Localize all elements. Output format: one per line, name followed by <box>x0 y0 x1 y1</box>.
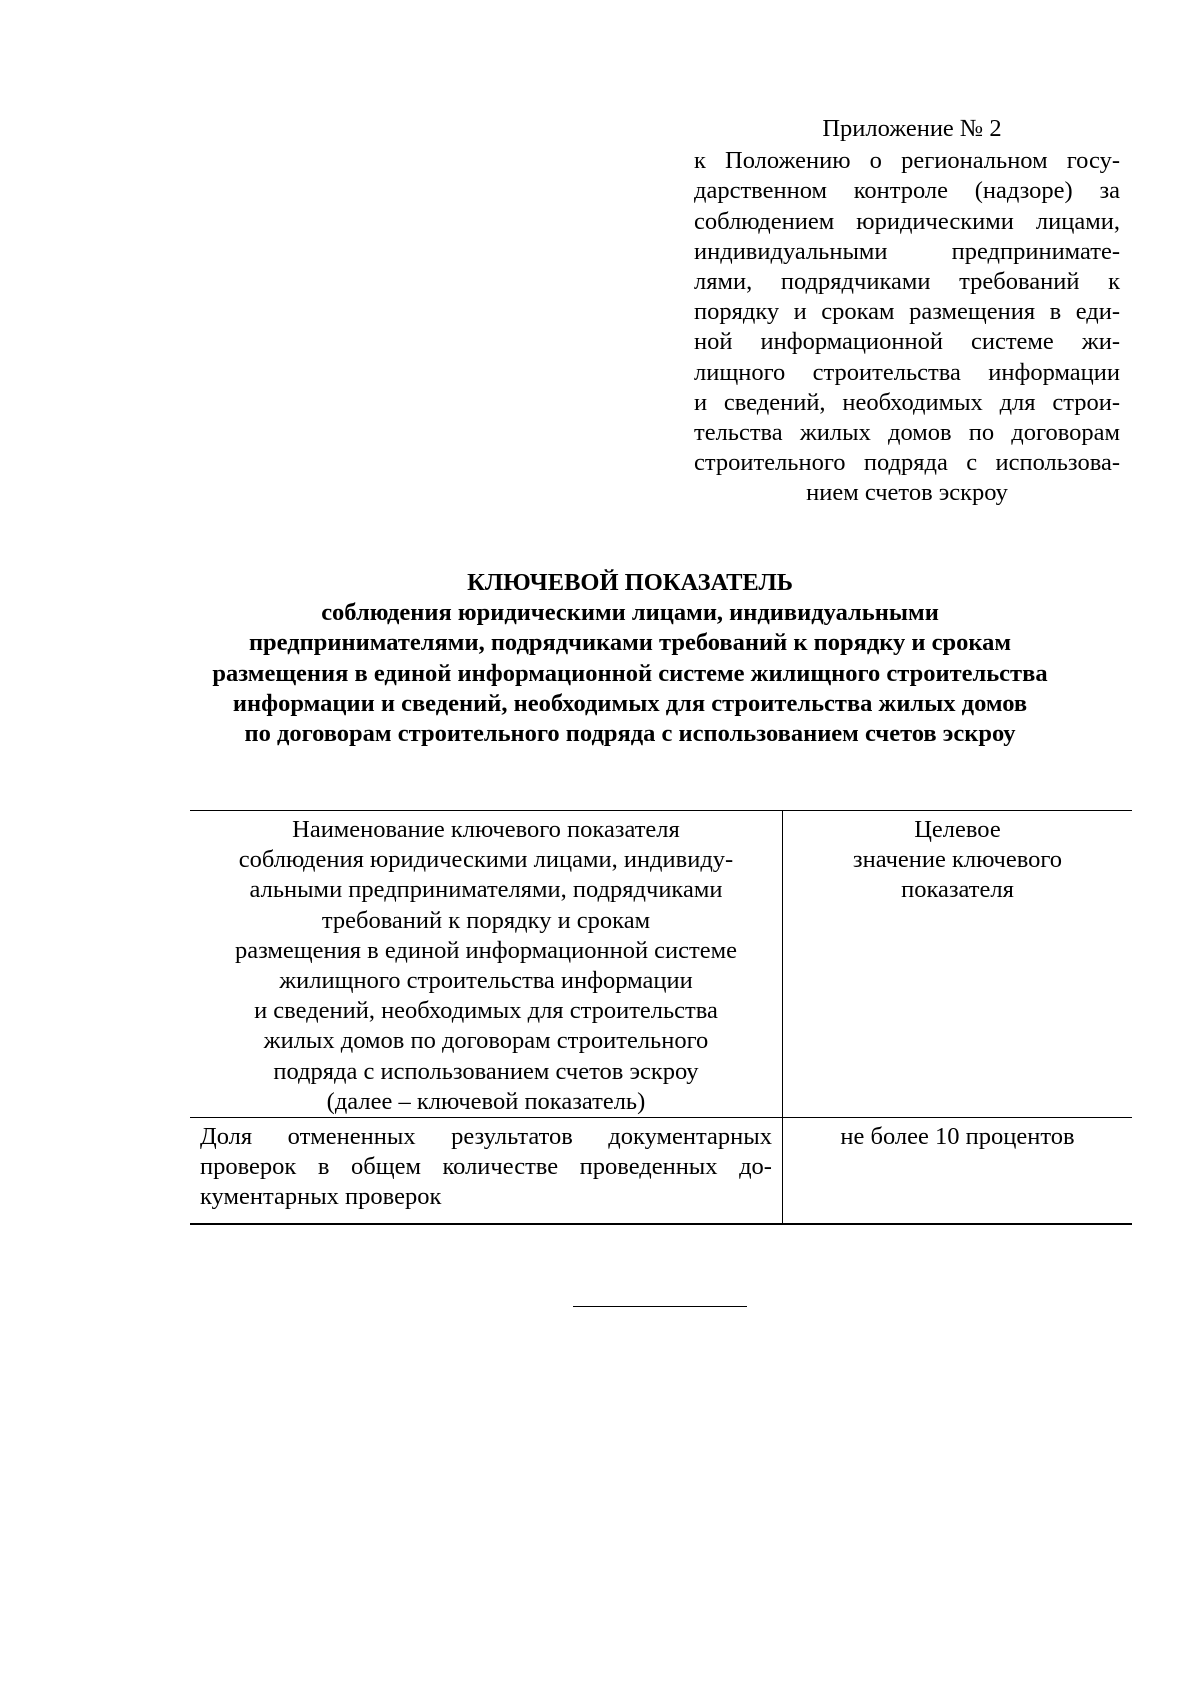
appendix-line: тельства жилых домов по договорам <box>694 419 1120 447</box>
cell-line: значение ключевого <box>852 846 1063 874</box>
title-line: размещения в единой информационной системе жилищного строительства <box>212 659 1048 687</box>
appendix-line: ной информационной системе жи- <box>694 328 1120 356</box>
appendix-line: нием счетов эскроу <box>806 479 1008 507</box>
cell-line: Наименование ключевого показателя <box>292 816 680 843</box>
title-line: информации и сведений, необходимых для строительства жилых домов <box>232 689 1028 717</box>
appendix-line: индивидуальными предпринимате- <box>694 237 1120 265</box>
header-cell-indicator-name <box>190 811 782 1118</box>
document-title <box>180 568 1080 749</box>
header-cell-target-value <box>782 811 1132 1118</box>
appendix-line: лищного строительства информации <box>694 358 1120 386</box>
cell-line: соблюдения юридическими лицами, индивиду- <box>238 846 734 874</box>
cell-line: альными предпринимателями, подрядчиками <box>249 876 723 904</box>
title-line: соблюдения юридическими лицами, индивидуальными <box>321 599 939 627</box>
kpi-table <box>190 810 1132 1225</box>
title-line: предпринимателями, подрядчиками требований к порядку и срокам <box>248 629 1012 657</box>
cell-line: проверок в общем количестве проведенных до- <box>200 1153 772 1181</box>
appendix-line: соблюдением юридическими лицами, <box>694 207 1120 235</box>
appendix-line: лями, подрядчиками требований к <box>694 268 1120 296</box>
table-row <box>190 1118 1132 1224</box>
appendix-block <box>694 114 1120 509</box>
cell-line: кументарных проверок <box>200 1183 442 1211</box>
cell-line: требований к порядку и срокам <box>321 906 651 934</box>
appendix-heading: Приложение № 2 <box>822 115 1002 142</box>
cell-line: и сведений, необходимых для строительства <box>254 997 718 1025</box>
row-cell-indicator <box>190 1118 782 1224</box>
cell-line: подряда с использованием счетов эскроу <box>273 1057 699 1085</box>
cell-line: размещения в единой информационной системе <box>234 936 737 964</box>
closing-divider <box>573 1306 747 1307</box>
cell-line: жилищного строительства информации <box>279 967 693 995</box>
appendix-line: строительного подряда с использова- <box>694 449 1120 477</box>
title-line: по договорам строительного подряда с использованием счетов эскроу <box>244 720 1016 748</box>
appendix-line: порядку и срокам размещения в еди- <box>694 298 1120 326</box>
appendix-line: к Положению о региональном госу- <box>694 147 1120 175</box>
cell-line: (далее – ключевой показатель) <box>326 1087 646 1115</box>
cell-line: Доля отмененных результатов документарных <box>200 1123 772 1151</box>
title-main: КЛЮЧЕВОЙ ПОКАЗАТЕЛЬ <box>467 569 793 596</box>
cell-line: жилых домов по договорам строительного <box>263 1027 709 1055</box>
row-cell-target-value: не более 10 процентов <box>782 1118 1132 1224</box>
cell-line: Целевое <box>914 816 1001 843</box>
table-header-row <box>190 811 1132 1118</box>
appendix-line: дарственном контроле (надзоре) за <box>694 177 1120 205</box>
appendix-line: и сведений, необходимых для строи- <box>694 388 1120 416</box>
appendix-text <box>694 146 1120 508</box>
cell-line: показателя <box>901 876 1014 904</box>
